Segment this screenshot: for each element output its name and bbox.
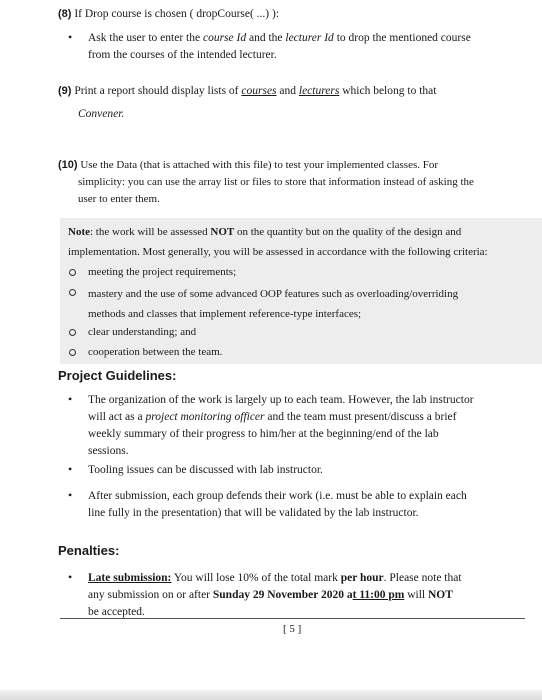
circle-bullet-icon bbox=[69, 269, 76, 276]
bullet-dot: • bbox=[68, 30, 73, 44]
criteria-3: clear understanding; and bbox=[88, 326, 197, 338]
penalty-text: Late submission: You will lose 10% of the total mark per hour. Please note that any submission on or after Sunday 29 November 2020 at 11:00 pm will NOT be accepted. bbox=[88, 572, 462, 618]
note-line2: implementation. Most generally, you will be assessed in accordance with the following criteria: bbox=[68, 246, 488, 258]
circle-bullet-icon bbox=[69, 329, 76, 336]
note-line1: Note: the work will be assessed NOT on the quantity but on the quality of the design and bbox=[68, 226, 462, 238]
circle-bullet-icon bbox=[69, 349, 76, 356]
note-text bbox=[68, 222, 538, 262]
item8-bullet: Ask the user to enter the course Id and the lecturer Id to drop the mentioned course from the courses of the intended lecturer. bbox=[88, 32, 471, 61]
circle-bullet-icon bbox=[69, 289, 76, 296]
bullet-dot: • bbox=[68, 570, 73, 584]
guideline-3: After submission, each group defends their work (i.e. must be able to explain each line fully in the presentation) that will be validated by the lab instructor. bbox=[88, 490, 467, 519]
page-edge-shadow bbox=[0, 690, 542, 700]
bullet-dot: • bbox=[68, 488, 73, 502]
item9-paragraph: (9) Print a report should display lists of courses and lecturers which belong to that bbox=[58, 85, 437, 97]
bullet-dot: • bbox=[68, 462, 73, 476]
guideline-1: The organization of the work is largely up to each team. However, the lab instructor will act as a project monitoring officer and the team must present/discuss a brief weekly summary of their progress to him/her at the beginning/end of the lab sessions. bbox=[88, 394, 474, 457]
penalties-heading: Penalties: bbox=[58, 543, 120, 558]
item10-paragraph: (10) Use the Data (that is attached with this file) to test your implemented classes. For simplicity: you can use the array list or files to store that information instead of asking the user to enter them. bbox=[58, 159, 474, 205]
page-number: [ 5 ] bbox=[283, 623, 302, 635]
criteria-4: cooperation between the team. bbox=[88, 346, 223, 358]
bullet-dot: • bbox=[68, 392, 73, 406]
guideline-2: Tooling issues can be discussed with lab instructor. bbox=[88, 464, 323, 476]
item8-heading: (8) If Drop course is chosen ( dropCourse( ...) ): bbox=[58, 8, 280, 20]
item9-line2: Convener. bbox=[78, 108, 125, 120]
footer-rule bbox=[60, 618, 525, 619]
criteria-2: mastery and the use of some advanced OOP features such as overloading/overriding methods and classes that implement reference-type interfaces; bbox=[88, 288, 459, 320]
guidelines-heading: Project Guidelines: bbox=[58, 368, 177, 383]
criteria-1: meeting the project requirements; bbox=[88, 266, 237, 278]
